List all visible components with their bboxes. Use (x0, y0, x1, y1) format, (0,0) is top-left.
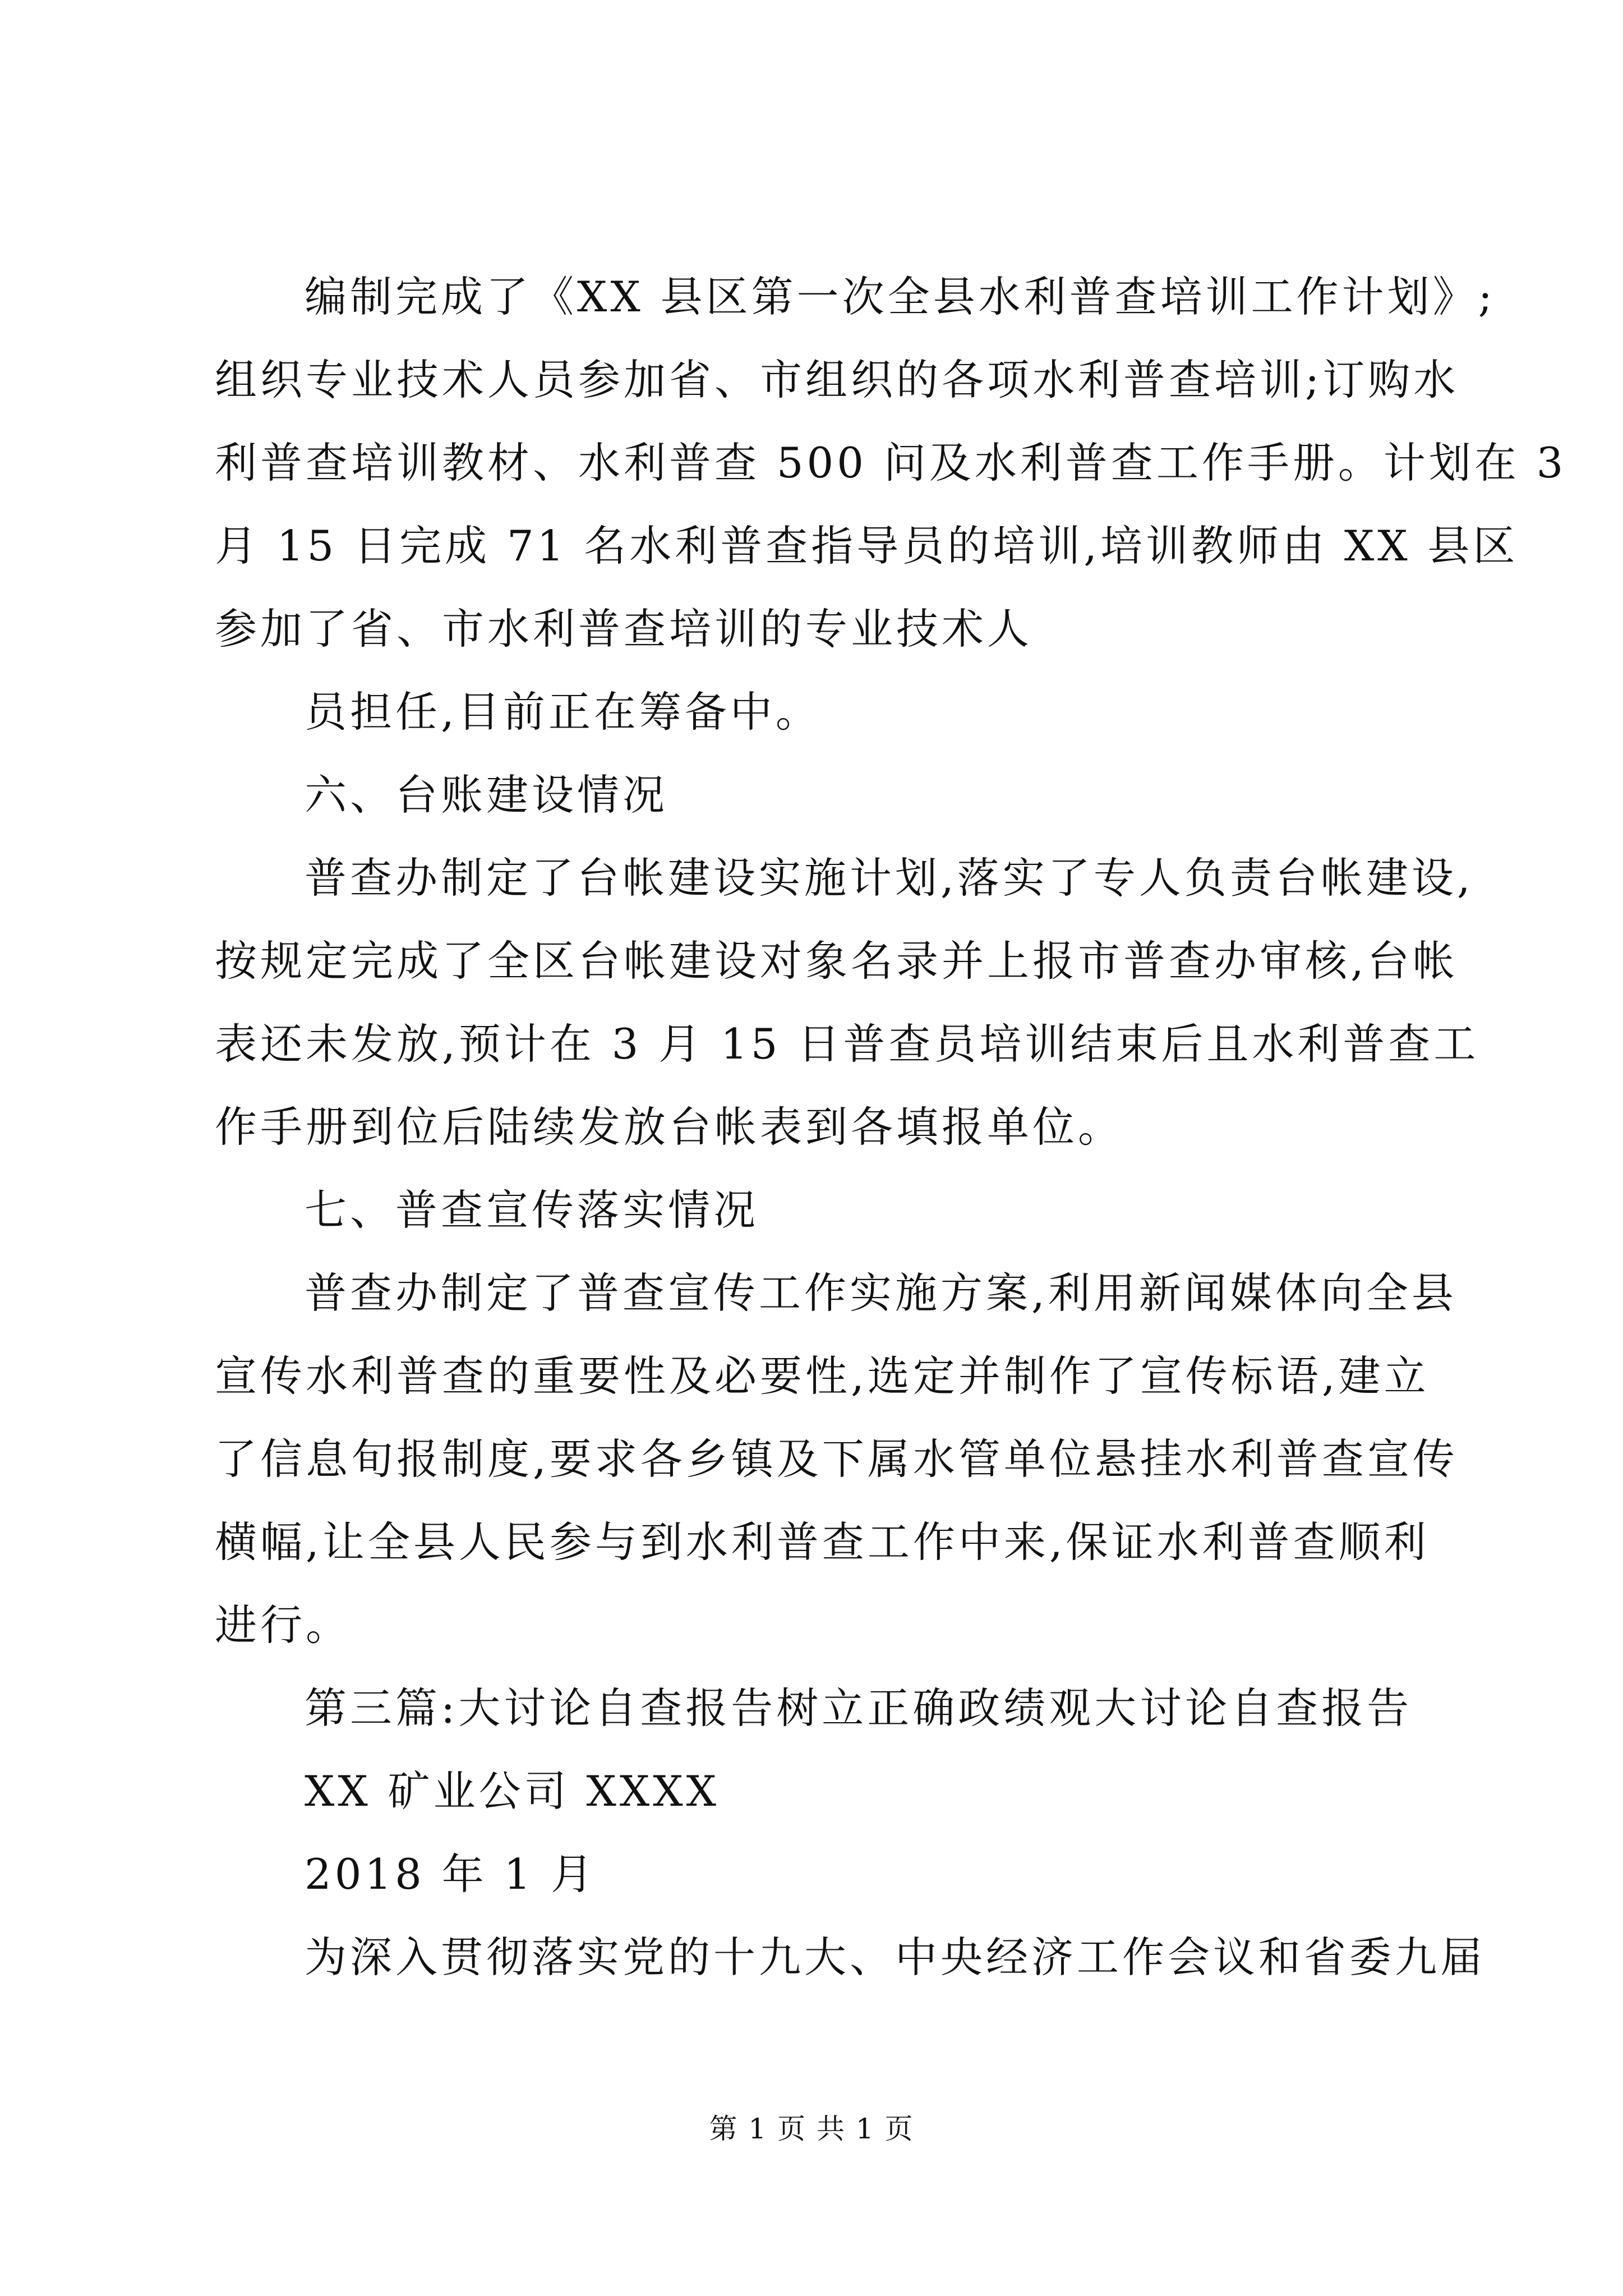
text-line: 参加了省、市水利普查培训的专业技术人 (215, 604, 1033, 654)
text-line: 为深入贯彻落实党的十九大、中央经济工作会议和省委九届 (305, 1932, 1486, 1982)
section-heading: 六、台账建设情况 (305, 770, 668, 820)
text-line: 了信息旬报制度,要求各乡镇及下属水管单位悬挂水利普查宣传 (215, 1434, 1458, 1484)
author-line: XX 矿业公司 XXXX (305, 1766, 720, 1816)
text-line: 普查办制定了普查宣传工作实施方案,利用新闻媒体向全县 (305, 1268, 1457, 1318)
text-line: 宣传水利普查的重要性及必要性,选定并制作了宣传标语,建立 (215, 1351, 1430, 1401)
section-heading: 七、普查宣传落实情况 (305, 1185, 759, 1235)
text-line: 普查办制定了台帐建设实施计划,落实了专人负责台帐建设, (305, 853, 1474, 903)
chapter-title: 第三篇:大讨论自查报告树立正确政绩观大讨论自查报告 (305, 1683, 1413, 1733)
text-line: 作手册到位后陆续发放台帐表到各填报单位。 (215, 1102, 1124, 1152)
text-line: 编制完成了《XX 县区第一次全县水利普查培训工作计划》; (305, 272, 1496, 321)
text-line: 横幅,让全县人民参与到水利普查工作中来,保证水利普查顺利 (215, 1517, 1430, 1567)
text-line: 按规定完成了全区台帐建设对象名录并上报市普查办审核,台帐 (215, 936, 1458, 986)
date-line: 2018 年 1 月 (305, 1849, 597, 1899)
text-line: 员担任,目前正在筹备中。 (305, 687, 821, 737)
text-line: 进行。 (215, 1600, 352, 1650)
text-line: 利普查培训教材、水利普查 500 问及水利普查工作手册。计划在 3 (215, 438, 1567, 487)
text-line: 表还未发放,预计在 3 月 15 日普查员培训结束后且水利普查工 (215, 1019, 1479, 1069)
text-line: 月 15 日完成 71 名水利普查指导员的培训,培训教师由 XX 县区 (215, 521, 1519, 570)
page-footer: 第 1 页 共 1 页 (709, 2113, 914, 2145)
text-line: 组织专业技术人员参加省、市组织的各项水利普查培训;订购水 (215, 355, 1459, 404)
body-text (215, 255, 1567, 1999)
